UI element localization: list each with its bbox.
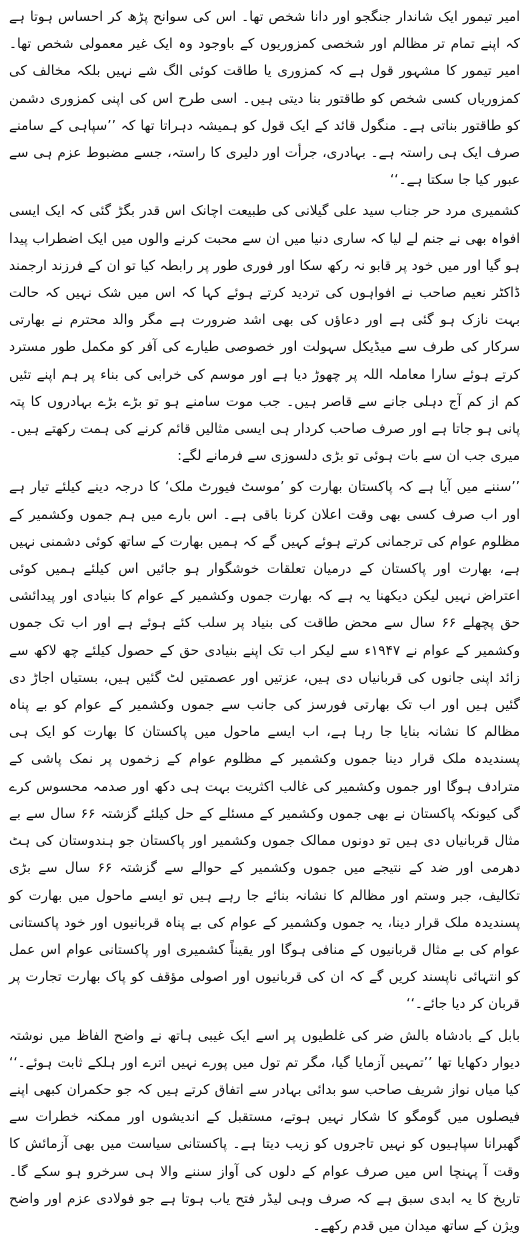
article-paragraph-4: بابل کے بادشاہ بالش ضر کی غلطیوں پر اسے ایک غیبی ہاتھ نے واضح الفاظ میں نوشتہ دیوار دکھایا تھا ’’تمہیں آزمایا گیا، مگر تم تول میں پورے نہیں اترے اور ہلکے ثابت ہوئے۔‘‘ کیا میاں نواز شریف صاحب سو بدائی بہادر سے اتفاق کرتے ہیں کہ جو حکمران کبھی اپنے فیصلوں میں گومگو کا شکار نہیں ہوتے، مستقبل کے اندیشوں اور ممکنہ خطرات سے گھبرانا سپاہیوں کو نہیں تاجروں کو زیب دیتا ہے۔ پاکستانی سیاست میں بھی آزمائش کا وقت آ پہنچا اس میں صرف عوام کے دلوں کی آواز سننے والا ہی سرخرو ہو سکے گا۔ تاریخ کا یہ ابدی سبق ہے کہ صرف وہی لیڈر فتح یاب ہوتا ہے جو فولادی عزم اور واضح ویژن کے ساتھ میدان میں قدم رکھے۔ [9, 1027, 520, 1234]
article-paragraph-2: کشمیری مرد حر جناب سید علی گیلانی کی طبیعت اچانک اس قدر بگڑ گئی کہ ایک ایسی افواہ بھی نے جنم لے لیا کہ ساری دنیا میں ان سے محبت کرنے والوں میں ایک اضطراب پیدا ہو گیا اور میں خود پر قابو نہ رکھ سکا اور فوری طور پر رابطہ کیا تو ان کے فرزند ارجمند ڈاکٹر نعیم صاحب نے افواہوں کی تردید کرتے ہوئے کہا کہ اس میں شک نہیں کہ حالت بہت نازک ہو گئی ہے اور دعاؤں کی بھی اشد ضرورت ہے مگر والد محترم نے بھارتی سرکار کی طرف سے میڈیکل سہولت اور خصوصی طیارے کی آفر کو مکمل طور مسترد کرتے ہوئے سارا معاملہ اللہ پر چھوڑ دیا ہے اور موسم کی خرابی کی بناء پر ہم اپنے تئیں کم از کم آج دہلی جانے سے قاصر ہیں۔ جب موت سامنے ہو تو بڑے بڑے بہادروں کا پتہ پانی ہو جاتا ہے اور صرف صاحب کردار ہی ایسی مثالیں قائم کرنے کی ہمت رکھتے ہیں۔ میری جب ان سے بات ہوئی تو بڑی دلسوزی سے فرمانے لگے: [9, 203, 520, 465]
article-paragraph-1: امیر تیمور ایک شاندار جنگجو اور دانا شخص تھا۔ اس کی سوانح پڑھ کر احساس ہوتا ہے کہ اپنے تمام تر مظالم اور شخصی کمزوریوں کے باوجود وہ ایک غیر معمولی شخص تھا۔ امیر تیمور کا مشہور قول ہے کہ کمزوری یا طاقت کوئی الگ شے نہیں بلکہ مخالف کی کمزوریاں کسی شخص کو طاقتور بنا دیتی ہیں۔ اسی طرح اس کی اپنی کمزوری دشمن کو طاقتور بناتی ہے۔ منگول قائد کے ایک قول کو ہمیشہ دہراتا تھا کہ ’’سپاہی کے سامنے صرف ایک ہی راستہ ہے۔ بہادری، جرأت اور دلیری کا راستہ، جسے مضبوط عزم ہی سے عبور کیا جا سکتا ہے۔‘‘ [9, 9, 520, 189]
article-paragraph-3: ’’سننے میں آیا ہے کہ پاکستان بھارت کو ’موسٹ فیورٹ ملک‘ کا درجہ دینے کیلئے تیار ہے اور اب صرف کسی بھی وقت اعلان کرنا باقی ہے۔ اس بارے میں ہم جموں وکشمیر کے مظلوم عوام کی ترجمانی کرتے ہوئے کہیں گے کہ ہمیں بھارت کے ساتھ کوئی دشمنی نہیں ہے، بھارت اور پاکستان کے درمیان تعلقات خوشگوار ہو جائیں اس کیلئے ہمیں کوئی اعتراض نہیں لیکن دیکھنا یہ ہے کہ بھارت جموں وکشمیر کے عوام کا بنیادی اور پیدائشی حق پچھلے ۶۶ سال سے محض طاقت کی بنیاد پر سلب کئے ہوئے ہے اور اب تک جموں وکشمیر کے عوام نے ۱۹۴۷ء سے لیکر اب تک اپنے بنیادی حق کے حصول کیلئے چھ لاکھ سے زائد اپنی جانوں کی قربانیاں دی ہیں، عزتیں اور عصمتیں لٹ گئیں ہیں، بستیاں اجاڑ دی گئیں ہیں اور اب تک بھارتی فورسز کی جانب سے جموں وکشمیر کے عوام کو بے پناہ مظالم کا نشانہ بنایا جا رہا ہے، اب ایسے ماحول میں پاکستان کا بھارت کو ایک ہی پسندیدہ ملک قرار دینا جموں وکشمیر کے مظلوم عوام کے زخموں پر نمک پاشی کے مترادف ہوگا اور جموں وکشمیر کی غالب اکثریت بہت ہی دکھ اور صدمہ محسوس کرے گی کیونکہ پاکستان نے بھی جموں وکشمیر کے مسئلے کے حل کیلئے گزشتہ ۶۶ سال سے بے مثال قربانیاں دی ہیں تو دونوں ممالک جموں وکشمیر اور پاکستان جو ہندوستان کی ہٹ دھرمی اور ضد کے نتیجے میں جموں وکشمیر کے حوالے سے گزشتہ ۶۶ سال سے بڑی تکالیف، جبر وستم اور مظالم کا نشانہ بنائے جا رہے ہیں تو ایسے ماحول میں بھارت کو پسندیدہ ملک قرار دینا، یہ جموں وکشمیر کے عوام کی بے پناہ قربانیوں اور خود پاکستانی عوام کی بے مثال قربانیوں کے منافی ہوگا اور یقیناً کشمیری اور پاکستانی عوام اس عمل کو انتہائی ناپسند کریں گے کہ ان کی قربانیوں اور اصولی مؤقف کو پاک بھارت تجارت پر قربان کر دیا جائے۔‘‘ [9, 479, 521, 1013]
